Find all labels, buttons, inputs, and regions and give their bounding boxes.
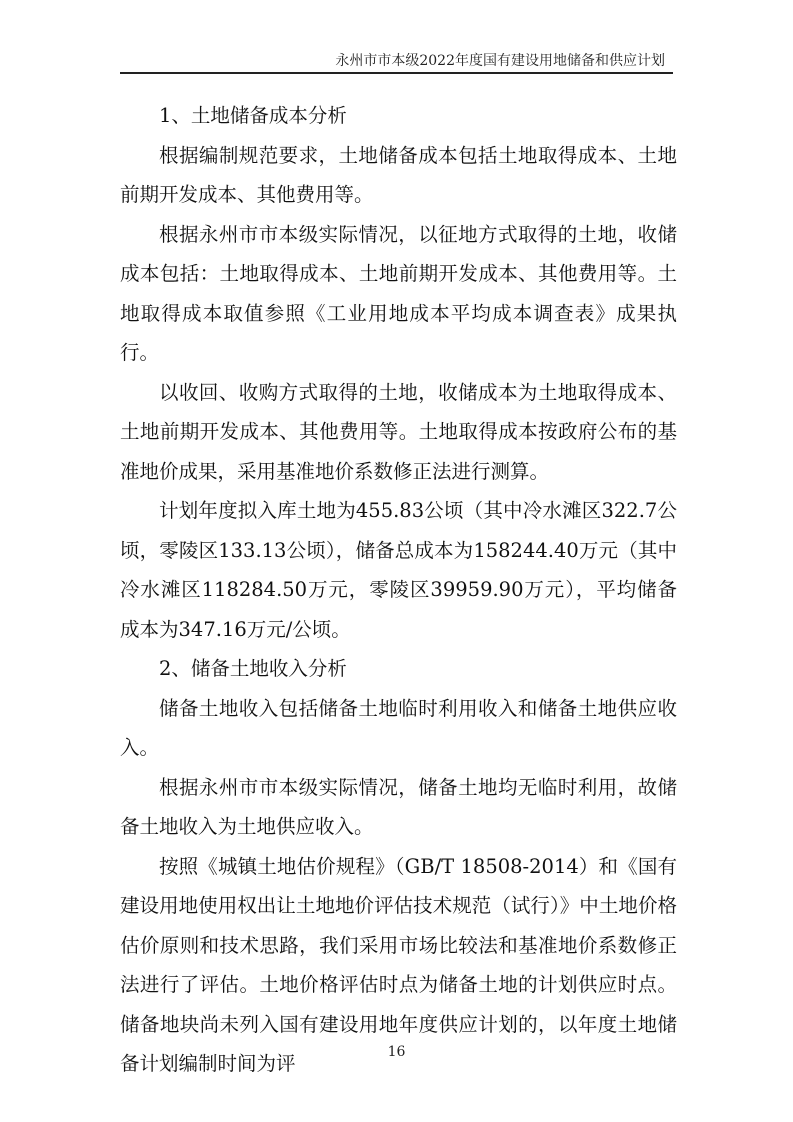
header-title: 永州市市本级2022年度国有建设用地储备和供应计划 [335,53,665,69]
paragraph-recovery-cost: 以收回、收购方式取得的土地，收储成本为土地取得成本、土地前期开发成本、其他费用等。土地取得成本按政府公布的基准地价成果，采用基准地价系数修正法进行测算。 [120,380,677,483]
paragraph-valuation-method: 按照《城镇土地估价规程》（GB/T 18508-2014）和《国有建设用地使用权出让土地地价评估技术规范（试行）》中土地价格估价原则和技术思路，我们采用市场比较法和基准地价系数修正法进行了评估。土地价格评估时点为储备土地的计划供应时点。储备地块尚未列入国有建设用地年度供应计划的，以年度土地储备计划编制时间为评 [120,854,677,1075]
page-number: 16 [387,1044,406,1060]
section-heading-cost-analysis: 1、土地储备成本分析 [159,104,347,127]
paragraph-expropriation-cost: 根据永州市市本级实际情况，以征地方式取得的土地，收储成本包括：土地取得成本、土地前期开发成本、其他费用等。土地取得成本取值参照《工业用地成本平均成本调查表》成果执行。 [120,222,677,364]
paragraph-planned-storage: 计划年度拟入库土地为455.83公顷（其中冷水滩区322.7公顷，零陵区133.13公顷），储备总成本为158244.40万元（其中冷水滩区118284.50万元，零陵区39959.90万元），平均储备成本为347.16万元/公顷。 [120,499,677,641]
header-rule [120,72,673,74]
page-header [120,40,673,74]
paragraph-income-situation: 根据永州市市本级实际情况，储备土地均无临时利用，故储备土地收入为土地供应收入。 [120,775,677,838]
paragraph-income-definition: 储备土地收入包括储备土地临时利用收入和储备土地供应收入。 [120,696,677,759]
paragraph-cost-definition: 根据编制规范要求，土地储备成本包括土地取得成本、土地前期开发成本、其他费用等。 [120,143,677,206]
section-heading-income-analysis: 2、储备土地收入分析 [159,657,347,680]
document-body [120,96,677,1084]
